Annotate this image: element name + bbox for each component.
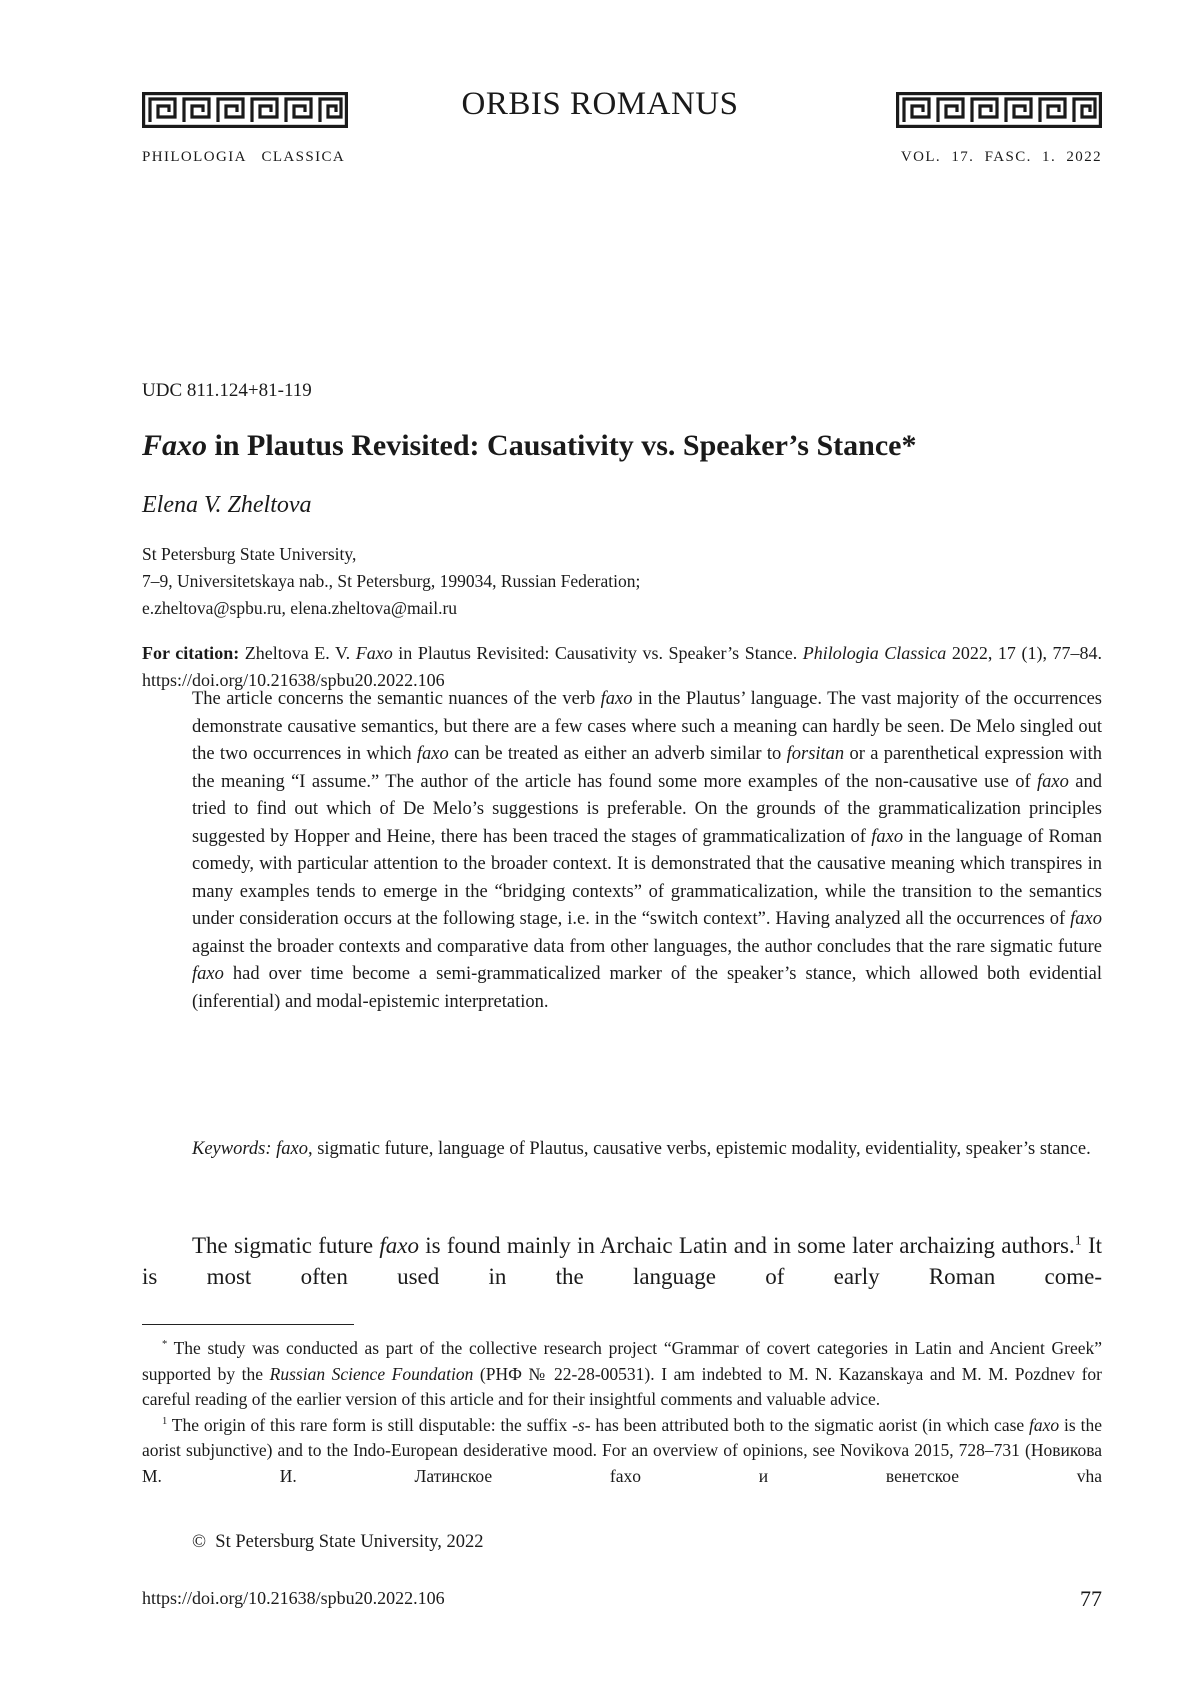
volume-issue-label: VOL. 17. FASC. 1. 2022 <box>900 149 1102 165</box>
abstract-text: in the Plautus’ language. The vast majority of the occurrences demonstrate causative semantics, but there are a few cases where such a meaning can hardly be seen. De Melo singled out the two occurrences in which <box>192 689 1102 764</box>
footnote-ref[interactable]: 1 <box>1074 1232 1082 1248</box>
abstract-italic: faxo <box>192 964 224 984</box>
copyright-notice: © St Petersburg State University, 2022 <box>192 1532 484 1552</box>
abstract-italic: faxo <box>416 744 449 764</box>
abstract-text: had over time become a semi-grammaticalized marker of the speaker’s stance, which allowed both evidential (inferential) and modal-epistemic interpretation. <box>192 964 1102 1012</box>
footnote-italic: Russian Science Foundation <box>269 1363 474 1384</box>
citation-doi-text: 2022, 17 (1), 77–84. https://doi.org/10.21638/spbu20.2022.106 <box>142 643 1102 690</box>
abstract-text: The article concerns the semantic nuances of the verb <box>192 689 601 709</box>
article-title <box>142 429 916 463</box>
author-affiliation <box>142 541 640 622</box>
abstract-text: against the broader contexts and comparative data from other languages, the author concludes that the rare sigmatic future <box>192 936 1102 957</box>
footnote-divider <box>142 1324 354 1325</box>
footnotes <box>142 1336 1102 1489</box>
body-text: The sigmatic future <box>192 1233 380 1258</box>
page-number: 77 <box>1080 1586 1102 1611</box>
footnote-text: The study was conducted as part of the collective research project “Grammar of covert categories in Latin and Ancient Greek” supported by the <box>142 1338 1102 1384</box>
footnote-mark: 1 <box>162 1415 168 1427</box>
keywords-text: , sigmatic future, language of Plautus, causative verbs, epistemic modality, evidentiality, speaker’s stance. <box>307 1139 1091 1159</box>
affiliation-line: 7–9, Universitetskaya nab., St Petersburg, 199034, Russian Federation; <box>142 571 641 591</box>
abstract-italic: forsitan <box>786 744 845 764</box>
body-italic: faxo <box>379 1233 420 1258</box>
affiliation-line: St Petersburg State University, <box>142 544 357 564</box>
abstract-text: can be treated as either an adverb similar to <box>448 744 787 764</box>
citation-text: in Plautus Revisited: Causativity vs. Speaker’s Stance. <box>392 643 803 663</box>
keywords <box>192 1136 1102 1164</box>
footnote-1 <box>142 1413 1102 1490</box>
citation-text: Zheltova E. V. <box>239 643 356 663</box>
abstract-italic: faxo <box>1070 909 1102 929</box>
title-italic-word: Faxo <box>142 429 208 462</box>
footer-doi-link[interactable]: https://doi.org/10.21638/spbu20.2022.106 <box>142 1588 445 1608</box>
abstract-italic: faxo <box>871 826 904 847</box>
abstract-text: or a parenthetical expression with the meaning “I assume.” The author of the article has found some more examples of the non-causative use of <box>192 744 1102 792</box>
journal-title: ORBIS ROMANUS <box>461 86 739 122</box>
keywords-italic: faxo <box>271 1139 308 1159</box>
footnote-italic: -s- <box>572 1414 591 1435</box>
citation-label: For citation: <box>142 643 240 663</box>
footnote-italic: faxo <box>1029 1414 1060 1435</box>
footnote-text: The origin of this rare form is still disputable: the suffix <box>167 1414 573 1435</box>
footnote-star <box>142 1336 1102 1413</box>
abstract-text: in the language of Roman comedy, with particular attention to the broader context. It is demonstrated that the causative meaning which transpires in many examples tends to emerge in the “bridging contexts” of grammaticalization, while the transition to the semantics under consideration occurs at the following stage, i.e. in the “switch context”. Having analyzed all the occurrences of <box>192 826 1102 929</box>
author-emails: e.zheltova@spbu.ru, elena.zheltova@mail.ru <box>142 598 458 618</box>
author-name: Elena V. Zheltova <box>142 492 312 518</box>
footnote-text: is the aorist subjunctive) and to the Indo-European desiderative mood. For an overview of opinions, see Novikova 2015, 728–731 (Новикова М. И. Латинское faxo и венетское vha <box>142 1414 1102 1486</box>
citation-italic: Faxo <box>355 643 393 663</box>
body-paragraph <box>142 1230 1102 1292</box>
citation-journal: Philologia Classica <box>802 643 947 663</box>
journal-section-label: PHILOLOGIA CLASSICA <box>142 149 346 165</box>
title-text: in Plautus Revisited: Causativity vs. Speaker’s Stance* <box>207 429 917 462</box>
abstract-italic: faxo <box>600 689 633 709</box>
body-text: is found mainly in Archaic Latin and in some later archaizing authors. <box>419 1233 1075 1258</box>
keywords-label: Keywords: <box>192 1139 272 1159</box>
abstract <box>192 686 1102 1016</box>
footnote-mark: * <box>162 1339 168 1351</box>
udc-code: UDC 811.124+81-119 <box>142 380 312 401</box>
footnote-text: has been attributed both to the sigmatic aorist (in which case <box>590 1414 1030 1435</box>
footnote-text: (РНФ № 22-28-00531). I am indebted to M. N. Kazanskaya and M. M. Pozdnev for careful reading of the earlier version of this article and for their insightful comments and valuable advice. <box>142 1363 1102 1409</box>
body-text: It is most often used in the language of early Roman come- <box>142 1233 1102 1289</box>
abstract-text: and tried to find out which of De Melo’s suggestions is preferable. On the grounds of the grammaticalization principles suggested by Hopper and Heine, there has been traced the stages of grammaticalization of <box>192 771 1103 847</box>
abstract-italic: faxo <box>1037 771 1069 792</box>
